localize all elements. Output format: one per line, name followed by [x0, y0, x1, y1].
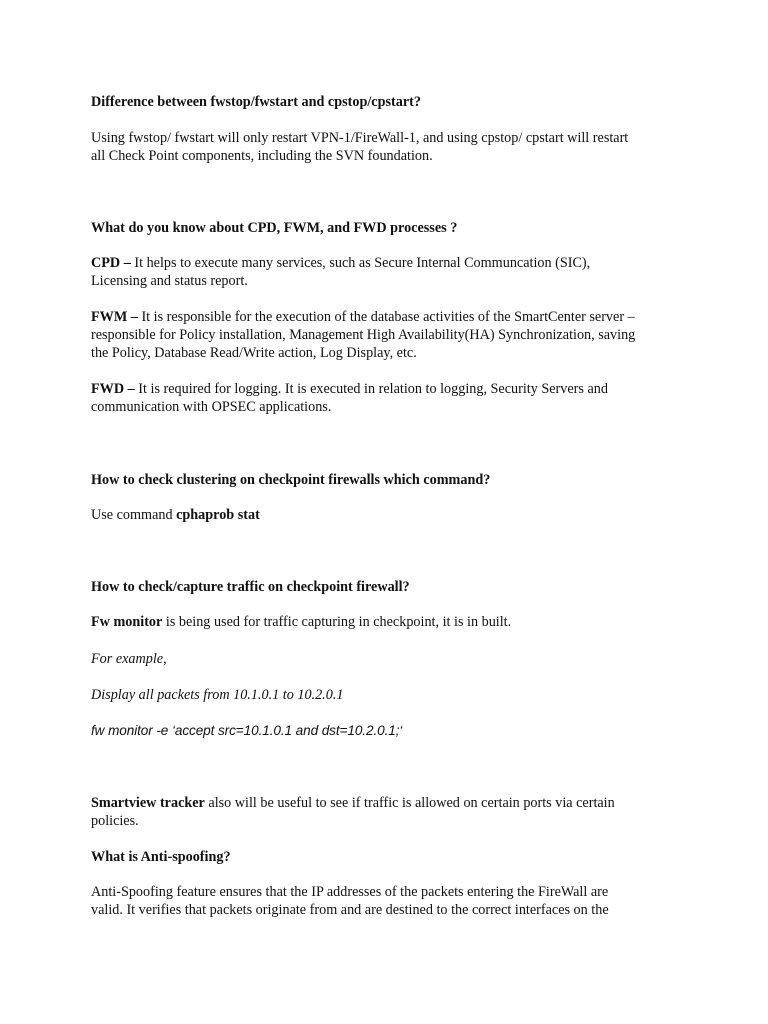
term-smartview-tracker: Smartview tracker: [91, 795, 205, 811]
paragraph-fwm: [91, 308, 691, 362]
heading-clustering: How to check clustering on checkpoint firewalls which command?: [91, 472, 491, 488]
example-description: Display all packets from 10.1.0.1 to 10.2.0.1: [91, 687, 344, 703]
text-line: is being used for traffic capturing in checkpoint, it is in built.: [162, 614, 512, 630]
answer-capture-traffic: [91, 613, 691, 631]
text-line: all Check Point components, including the SVN foundation.: [91, 148, 433, 164]
heading-fwstop-vs-cpstop: Difference between fwstop/fwstart and cpstop/cpstart?: [91, 94, 421, 110]
text-line: It helps to execute many services, such as Secure Internal Communcation (SIC),: [130, 255, 591, 271]
text-line: responsible for Policy installation, Management High Availability(HA) Synchronization, saving: [91, 327, 636, 343]
answer-clustering: [91, 506, 691, 524]
term-cpd: CPD –: [91, 255, 131, 271]
text-line: communication with OPSEC applications.: [91, 399, 332, 415]
answer-fwstop-vs-cpstop: [91, 129, 691, 165]
heading-capture-traffic: How to check/capture traffic on checkpoint firewall?: [91, 579, 410, 595]
paragraph-smartview-tracker: [91, 794, 691, 830]
example-label: For example,: [91, 651, 167, 667]
text-line: It is responsible for the execution of the database activities of the SmartCenter server –: [137, 309, 635, 325]
command-cphaprob: cphaprob stat: [176, 507, 260, 523]
text-line: policies.: [91, 813, 139, 829]
term-fw-monitor: Fw monitor: [91, 614, 163, 630]
text-line: also will be useful to see if traffic is allowed on certain ports via certain: [204, 795, 615, 811]
term-fwm: FWM –: [91, 309, 138, 325]
text-line: the Policy, Database Read/Write action, Log Display, etc.: [91, 345, 417, 361]
text-line: It is required for logging. It is executed in relation to logging, Security Servers and: [134, 381, 608, 397]
paragraph-fwd: [91, 380, 691, 416]
text-line: Using fwstop/ fwstart will only restart VPN-1/FireWall-1, and using cpstop/ cpstart will restart: [91, 130, 629, 146]
term-fwd: FWD –: [91, 381, 135, 397]
answer-anti-spoofing: [91, 883, 691, 919]
text-line: Licensing and status report.: [91, 273, 248, 289]
text-line: Anti-Spoofing feature ensures that the IP addresses of the packets entering the FireWall are: [91, 884, 609, 900]
heading-anti-spoofing: What is Anti-spoofing?: [91, 849, 231, 865]
text-line: Use command: [91, 507, 177, 523]
text-line: valid. It verifies that packets originate from and are destined to the correct interfaces on the: [91, 902, 609, 918]
example-command: fw monitor -e ‘accept src=10.1.0.1 and dst=10.2.0.1;‘: [91, 723, 403, 738]
heading-cpd-fwm-fwd: What do you know about CPD, FWM, and FWD processes ?: [91, 220, 458, 236]
paragraph-cpd: [91, 254, 691, 290]
